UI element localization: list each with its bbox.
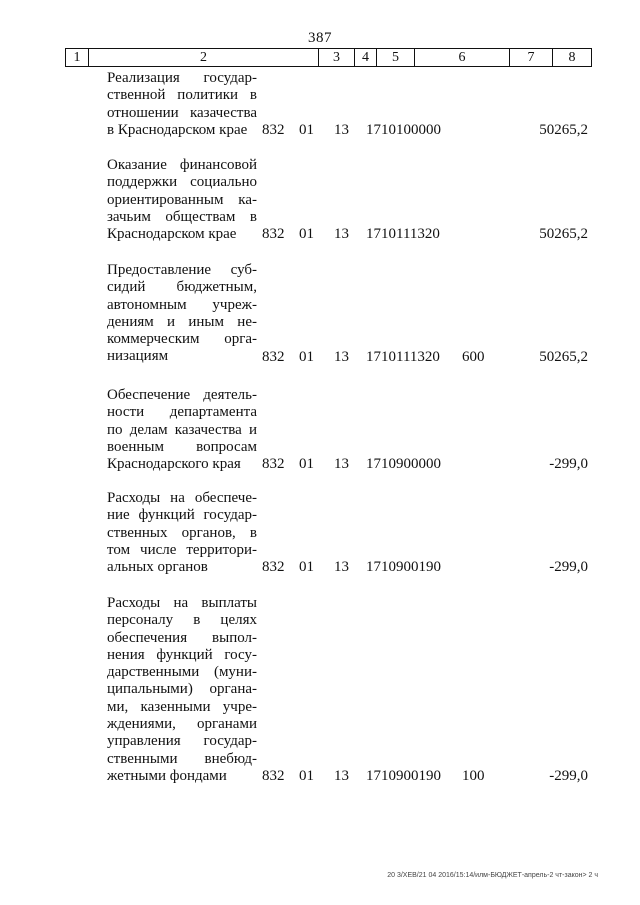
- description-line: ности департамента: [107, 404, 257, 421]
- description-line: ждениями, органами: [107, 716, 257, 733]
- cell-c5: 13: [334, 768, 349, 784]
- description-line: в Краснодарском крае: [107, 121, 248, 138]
- cell-c4: 01: [299, 768, 314, 784]
- header-col-5: 5: [376, 49, 414, 66]
- description-line: Краснодарском крае: [107, 226, 237, 243]
- description-line: жетными фондами: [107, 767, 227, 784]
- row-description: [107, 490, 257, 576]
- header-col-4: 4: [354, 49, 376, 66]
- cell-c7: 100: [462, 768, 485, 784]
- cell-c5: 13: [334, 348, 349, 365]
- description-line: ми, казенными учре-: [107, 698, 257, 715]
- cell-c5: 13: [334, 121, 349, 138]
- description-line: альных органов: [107, 559, 208, 576]
- description-line: управления государ-: [107, 733, 257, 750]
- cell-c3: 832: [262, 121, 285, 138]
- description-line: дарственными (муни-: [107, 664, 257, 681]
- cell-c8: -299,0: [549, 559, 588, 576]
- cell-c6: 1710111320: [366, 226, 440, 243]
- description-line: Обеспечение деятель-: [107, 387, 257, 403]
- cell-c4: 01: [299, 559, 314, 576]
- description-line: зачьим обществам в: [107, 208, 257, 225]
- description-line: Оказание финансовой: [107, 157, 257, 173]
- description-line: сидий бюджетным,: [107, 279, 257, 296]
- description-line: Реализация государ-: [107, 70, 257, 86]
- description-line: обеспечения выпол-: [107, 629, 257, 646]
- description-line: Расходы на обеспече-: [107, 490, 257, 506]
- description-line: ориентированным ка-: [107, 191, 257, 208]
- cell-c3: 832: [262, 226, 285, 243]
- row-description: [107, 70, 257, 139]
- header-col-2: 2: [88, 49, 318, 66]
- description-line: низациям: [107, 348, 169, 365]
- header-col-3: 3: [318, 49, 354, 66]
- description-line: ципальными) органа-: [107, 681, 257, 698]
- table-header: [65, 48, 592, 67]
- cell-c4: 01: [299, 226, 314, 243]
- page-number: 387: [308, 30, 332, 46]
- cell-c5: 13: [334, 226, 349, 243]
- description-line: нения функций госу-: [107, 646, 257, 663]
- description-line: военным вопросам: [107, 438, 257, 455]
- cell-c6: 1710900000: [366, 456, 441, 473]
- row-description: [107, 387, 257, 473]
- description-line: персоналу в целях: [107, 612, 257, 629]
- header-col-1: 1: [73, 50, 81, 65]
- description-line: поддержки социально: [107, 174, 257, 191]
- row-description: [107, 262, 257, 366]
- description-line: ственной политики в: [107, 87, 257, 104]
- cell-c4: 01: [299, 456, 314, 473]
- description-line: ние функций государ-: [107, 507, 257, 524]
- cell-c8: -299,0: [549, 456, 588, 473]
- header-col-7: 7: [509, 49, 552, 66]
- cell-c3: 832: [262, 559, 285, 576]
- description-line: по делам казачества и: [107, 421, 257, 438]
- row-description: [107, 157, 257, 243]
- description-line: том числе территори-: [107, 541, 257, 558]
- description-line: Краснодарского края: [107, 456, 241, 473]
- cell-c5: 13: [334, 559, 349, 576]
- description-line: автономным учреж-: [107, 296, 257, 313]
- cell-c4: 01: [299, 121, 314, 138]
- description-line: дениям и иным не-: [107, 313, 257, 330]
- cell-c7: 600: [462, 348, 485, 365]
- cell-c8: 50265,2: [539, 226, 588, 243]
- footer-stamp: 20 3/ХЕВ/21 04 2016/15:14/илм-БЮДЖЕТ-апрель-2 чт-закон> 2 ч: [387, 872, 598, 879]
- description-line: ственных органов, в: [107, 524, 257, 541]
- cell-c3: 832: [262, 456, 285, 473]
- header-col-6: 6: [414, 49, 509, 66]
- cell-c6: 1710100000: [366, 121, 441, 138]
- cell-c8: 50265,2: [539, 121, 588, 138]
- row-description: [107, 595, 257, 785]
- cell-c3: 832: [262, 768, 285, 784]
- description-line: Предоставление суб-: [107, 262, 257, 278]
- cell-c6: 1710900190: [366, 559, 441, 576]
- cell-c3: 832: [262, 348, 285, 365]
- cell-c8: 50265,2: [539, 348, 588, 365]
- cell-c8: -299,0: [549, 768, 588, 784]
- description-line: коммерческим орга-: [107, 331, 257, 348]
- cell-c4: 01: [299, 348, 314, 365]
- header-col-8: 8: [552, 49, 591, 66]
- description-line: Расходы на выплаты: [107, 595, 257, 611]
- description-line: ственными внебюд-: [107, 750, 257, 767]
- cell-c6: 1710111320: [366, 348, 440, 365]
- cell-c6: 1710900190: [366, 768, 441, 784]
- description-line: отношении казачества: [107, 104, 257, 121]
- cell-c5: 13: [334, 456, 349, 473]
